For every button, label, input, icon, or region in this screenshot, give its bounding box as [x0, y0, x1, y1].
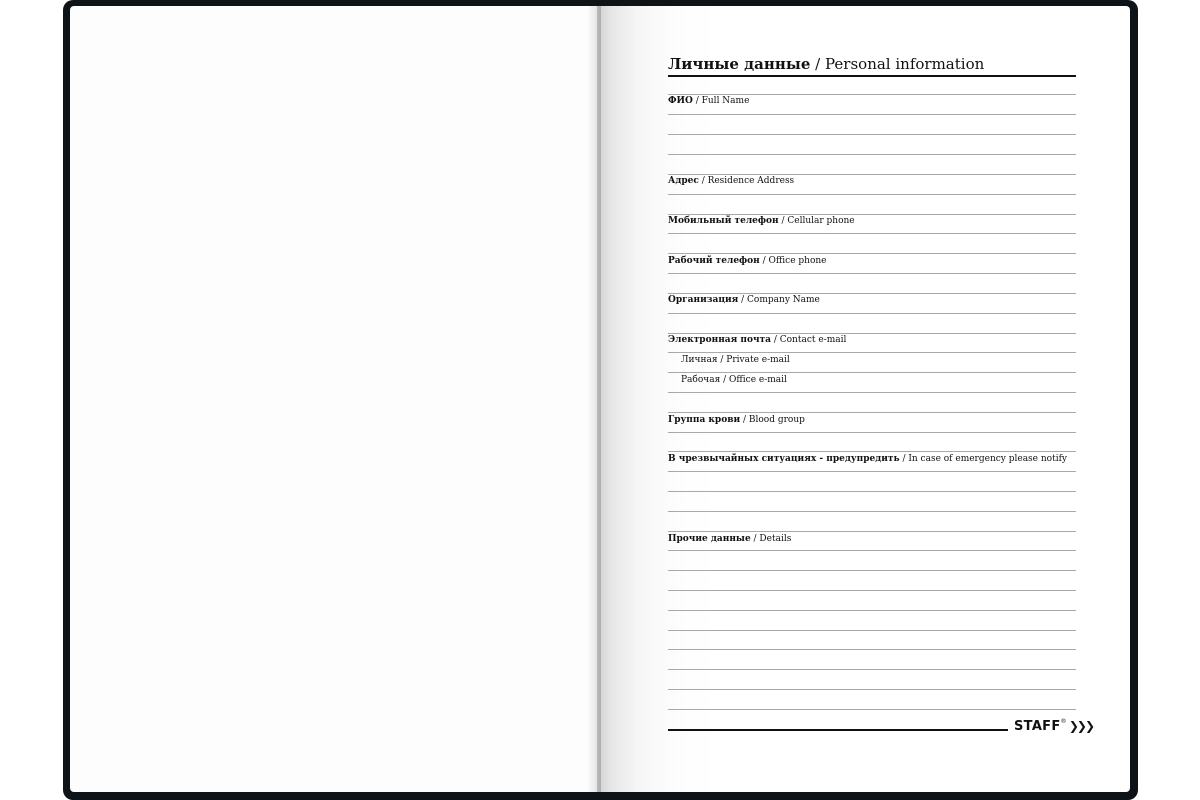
field-label-company-name: Организация / Company Name — [668, 295, 820, 305]
writing-line[interactable] — [668, 233, 1076, 234]
field-label-blood-group: Группа крови / Blood group — [668, 415, 805, 425]
page-title-ru: Личные данные — [668, 55, 811, 73]
writing-line[interactable] — [668, 412, 1076, 413]
page-gutter — [587, 6, 601, 792]
writing-line[interactable] — [668, 432, 1076, 433]
writing-line[interactable] — [668, 590, 1076, 591]
personal-info-form — [668, 0, 1094, 800]
writing-line[interactable] — [668, 333, 1076, 334]
writing-line[interactable] — [668, 253, 1076, 254]
writing-line[interactable] — [668, 649, 1076, 650]
writing-line[interactable] — [668, 669, 1076, 670]
registered-mark: ® — [1060, 718, 1067, 725]
writing-line[interactable] — [668, 352, 1076, 353]
writing-line[interactable] — [668, 174, 1076, 175]
brand-name: STAFF — [1014, 719, 1061, 734]
writing-line[interactable] — [668, 550, 1076, 551]
field-label-cellular-phone: Мобильный телефон / Cellular phone — [668, 216, 855, 226]
writing-line[interactable] — [668, 214, 1076, 215]
field-label-details: Прочие данные / Details — [668, 534, 792, 544]
writing-line[interactable] — [668, 372, 1076, 373]
writing-line[interactable] — [668, 610, 1076, 611]
writing-line[interactable] — [668, 134, 1076, 135]
writing-line[interactable] — [668, 471, 1076, 472]
writing-line[interactable] — [668, 392, 1076, 393]
page-title — [668, 55, 1076, 77]
writing-line[interactable] — [668, 293, 1076, 294]
writing-line[interactable] — [668, 531, 1076, 532]
writing-line[interactable] — [668, 511, 1076, 512]
page-title-separator: / — [810, 55, 825, 73]
field-label-contact-email: Электронная почта / Contact e-mail — [668, 335, 847, 345]
writing-line[interactable] — [668, 114, 1076, 115]
field-label-private-email: Личная / Private e-mail — [681, 355, 790, 365]
chevrons-icon: ❯❯❯ — [1068, 719, 1094, 733]
writing-line[interactable] — [668, 689, 1076, 690]
writing-line[interactable] — [668, 630, 1076, 631]
page-title-en: Personal information — [825, 55, 985, 73]
left-page — [70, 6, 597, 792]
field-label-office-email: Рабочая / Office e-mail — [681, 375, 787, 385]
writing-line[interactable] — [668, 709, 1076, 710]
field-label-address: Адрес / Residence Address — [668, 176, 795, 186]
field-label-emergency-contact: В чрезвычайных ситуациях - предупредить / In case of emergency please notify — [668, 454, 1067, 464]
writing-line[interactable] — [668, 313, 1076, 314]
writing-line[interactable] — [668, 194, 1076, 195]
writing-line[interactable] — [668, 154, 1076, 155]
field-label-full-name: ФИО / Full Name — [668, 96, 750, 106]
writing-line[interactable] — [668, 570, 1076, 571]
writing-line[interactable] — [668, 451, 1076, 452]
footer-rule — [668, 729, 1008, 731]
writing-line[interactable] — [668, 273, 1076, 274]
writing-line[interactable] — [668, 94, 1076, 95]
field-label-office-phone: Рабочий телефон / Office phone — [668, 256, 827, 266]
writing-line[interactable] — [668, 491, 1076, 492]
staff-logo — [1014, 719, 1093, 734]
